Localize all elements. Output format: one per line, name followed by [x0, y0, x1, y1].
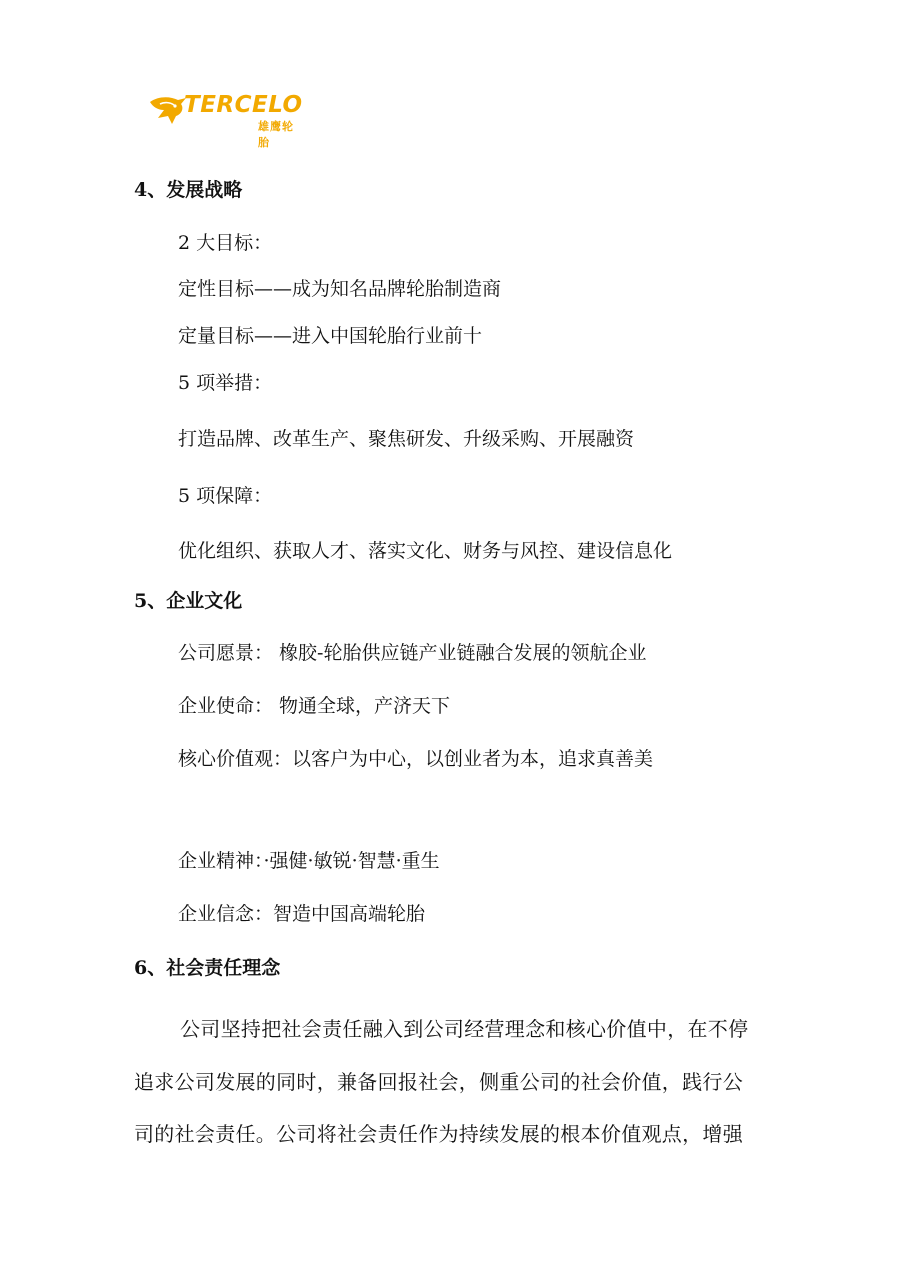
section-4-heading: 4、发展战略 — [134, 179, 243, 201]
company-logo — [148, 92, 303, 149]
core-values: 核心价值观：以客户为中心，以创业者为本，追求真善美 — [178, 748, 654, 770]
section-6-heading: 6、社会责任理念 — [134, 957, 281, 979]
section-5-heading: 5、企业文化 — [134, 590, 243, 612]
measures-label: 5 项举措： — [178, 372, 273, 394]
measures-list: 打造品牌、改革生产、聚焦研发、升级采购、开展融资 — [178, 428, 635, 450]
goals-label: 2 大目标： — [178, 232, 273, 254]
goal-qualitative: 定性目标——成为知名品牌轮胎制造商 — [178, 278, 502, 300]
guarantees-label: 5 项保障： — [178, 485, 273, 507]
logo-brand-text: TERCELO — [184, 92, 303, 118]
paragraph-line: 追求公司发展的同时，兼备回报社会，侧重公司的社会价值，践行公 — [134, 1070, 743, 1094]
paragraph-line: 司的社会责任。公司将社会责任作为持续发展的根本价值观点，增强 — [134, 1122, 743, 1146]
company-mission: 企业使命： 物通全球，产济天下 — [178, 695, 451, 717]
guarantees-list: 优化组织、获取人才、落实文化、财务与风控、建设信息化 — [178, 540, 673, 562]
company-spirit: 企业精神：·强健·敏锐·智慧·重生 — [178, 850, 440, 872]
paragraph-line: 公司坚持把社会责任融入到公司经营理念和核心价值中，在不停 — [180, 1017, 749, 1041]
company-vision: 公司愿景： 橡胶-轮胎供应链产业链融合发展的领航企业 — [178, 642, 647, 664]
company-belief: 企业信念：智造中国高端轮胎 — [178, 903, 426, 925]
goal-quantitative: 定量目标——进入中国轮胎行业前十 — [178, 325, 483, 347]
eagle-icon — [148, 94, 188, 128]
logo-brand-subtext: 雄鹰轮胎 — [258, 120, 294, 149]
